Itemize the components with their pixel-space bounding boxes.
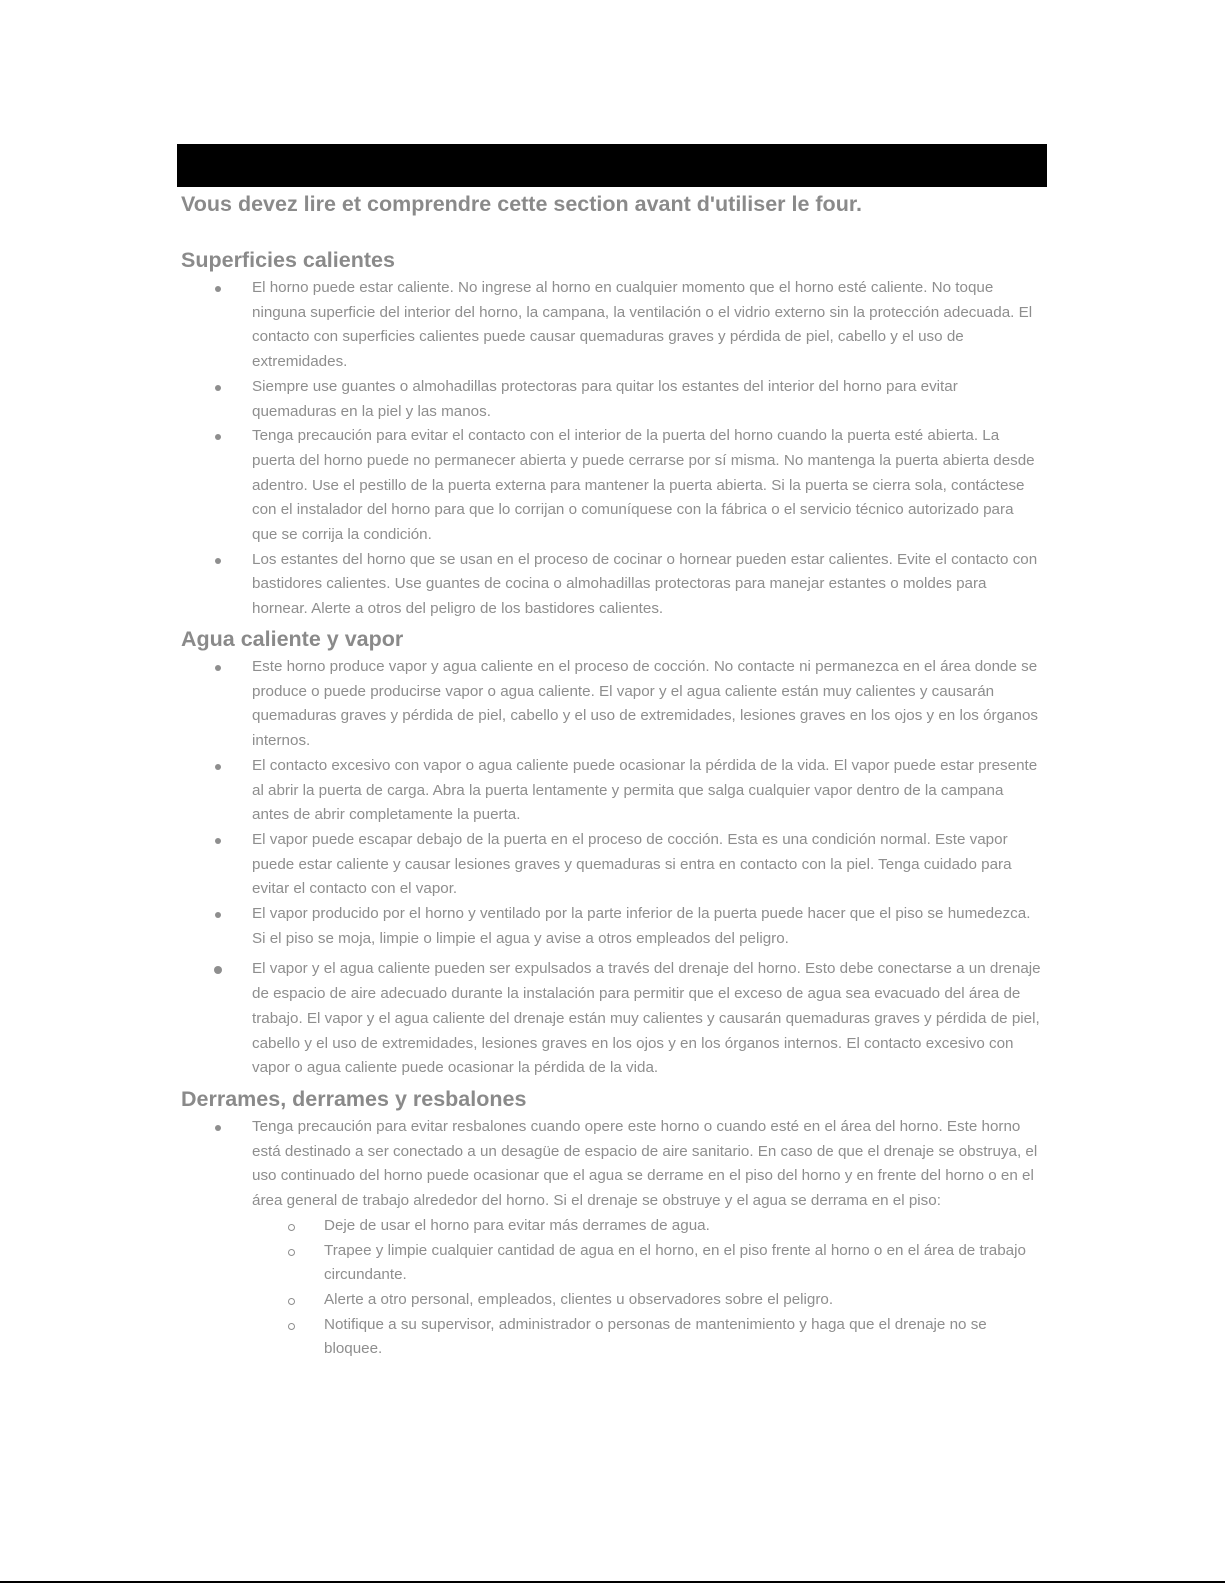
list-item-text: Tenga precaución para evitar el contacto con el interior de la puerta del horno cuando la puerta esté abierta. La puerta del horno puede no permanecer abierta y puede cerrarse por sí misma. No mantenga la puerta abierta desde adentro. Use el pestillo de la puerta externa para mantener la puerta abierta. Si la puerta se cierra sola, contáctese con el instalador del horno para que lo corrijan o comuníquese con la fábrica o el servicio técnico autorizado para que se corrija la condición.	[252, 427, 1035, 544]
hot-water-steam-list	[0, 655, 1225, 1081]
list-item-text: El horno puede estar caliente. No ingrese al horno en cualquier momento que el horno esté caliente. No toque ninguna superficie del interior del horno, la campana, la ventilación o el vidrio externo sin la protección adecuada. El contacto con superficies calientes puede causar quemaduras graves y pérdida de piel, cabello y el uso de extremidades.	[252, 279, 1033, 371]
page-bottom-border	[0, 1581, 1225, 1583]
list-item-text: El vapor y el agua caliente pueden ser expulsados a través del drenaje del horno. Esto debe conectarse a un drenaje de espacio de aire adecuado durante la instalación para permitir que el exceso de agua sea evacuado del área de trabajo. El vapor y el agua caliente del drenaje están muy calientes y causarán quemaduras graves y pérdida de piel, cabello y el uso de extremidades, lesiones graves en los ojos y en los órganos internos. El contacto excesivo con vapor o agua caliente puede ocasionar la pérdida de la vida.	[252, 960, 1041, 1077]
sub-list-item	[0, 1239, 1044, 1288]
bullet-icon	[215, 764, 221, 770]
section-heading-spills-slips: Derrames, derrames y resbalones	[181, 1087, 527, 1111]
bullet-icon	[215, 838, 221, 844]
bullet-icon	[215, 385, 221, 391]
sub-list-item	[0, 1313, 1044, 1362]
bullet-icon	[215, 286, 221, 292]
hollow-bullet-icon	[288, 1298, 295, 1305]
bullet-icon	[215, 558, 221, 564]
hollow-bullet-icon	[288, 1224, 295, 1231]
sub-list-item-text: Notifique a su supervisor, administrador o personas de mantenimiento y haga que el drenaje no se bloquee.	[324, 1315, 987, 1358]
sub-list-item	[0, 1288, 1044, 1313]
intro-text: Vous devez lire et comprendre cette section avant d'utiliser le four.	[181, 192, 862, 216]
list-item	[0, 276, 1042, 375]
redacted-title-bar	[177, 144, 1047, 187]
spill-steps-list	[252, 1214, 1042, 1362]
list-item-text: Siempre use guantes o almohadillas protectoras para quitar los estantes del interior del horno para evitar quemaduras en la piel y las manos.	[252, 377, 958, 420]
sub-list-item-text: Alerte a otro personal, empleados, clientes u observadores sobre el peligro.	[324, 1290, 834, 1308]
list-item-text: El vapor producido por el horno y ventilado por la parte inferior de la puerta puede hacer que el piso se humedezca. Si el piso se moja, limpie o limpie el agua y avise a otros empleados del peligro.	[252, 905, 1031, 947]
section-heading-hot-surfaces: Superficies calientes	[181, 248, 395, 272]
bullet-icon	[215, 1125, 221, 1131]
bullet-icon	[215, 434, 221, 440]
list-item-text: Tenga precaución para evitar resbalones cuando opere este horno o cuando esté en el área del horno. Este horno está destinado a ser conectado a un desagüe de espacio de aire sanitario. En caso de que el drenaje se obstruya, el uso continuado del horno puede ocasionar que el agua se derrame en el piso del horno y en frente del horno o en el área general de trabajo alrededor del horno. Si el drenaje se obstruye y el agua se derrama en el piso:	[252, 1118, 1038, 1210]
list-item	[0, 957, 1042, 1081]
list-item-text: Este horno produce vapor y agua caliente en el proceso de cocción. No contacte ni permanezca en el área donde se produce o puede producirse vapor o agua caliente. El vapor y el agua caliente están muy calientes y causarán quemaduras graves y pérdida de piel, cabello y el uso de extremidades, lesiones graves en los ojos y en los órganos internos.	[252, 658, 1038, 750]
list-item-text: Los estantes del horno que se usan en el proceso de cocinar o hornear pueden estar calientes. Evite el contacto con bastidores calientes. Use guantes de cocina o almohadillas protectoras para manejar estantes o moldes para hornear. Alerte a otros del peligro de los bastidores calientes.	[252, 550, 1038, 618]
hollow-bullet-icon	[288, 1249, 295, 1256]
hollow-bullet-icon	[288, 1323, 295, 1330]
list-item	[0, 424, 1042, 548]
list-item-text: El vapor puede escapar debajo de la puerta en el proceso de cocción. Esta es una condición normal. Este vapor puede estar caliente y causar lesiones graves y quemaduras si entra en contacto con la piel. Tenga cuidado para evitar el contacto con el vapor.	[252, 830, 1012, 898]
bullet-icon	[214, 966, 222, 974]
section-heading-hot-water-steam: Agua caliente y vapor	[181, 627, 404, 651]
bullet-icon	[215, 912, 221, 918]
list-item-text: El contacto excesivo con vapor o agua caliente puede ocasionar la pérdida de la vida. El vapor puede estar presente al abrir la puerta de carga. Abra la puerta lentamente y permita que salga cualquier vapor dentro de la campana antes de abrir completamente la puerta.	[252, 756, 1038, 824]
list-item	[0, 655, 1042, 754]
list-item	[0, 548, 1042, 622]
bullet-icon	[215, 665, 221, 671]
sub-list-item-text: Deje de usar el horno para evitar más derrames de agua.	[324, 1216, 710, 1234]
spills-slips-list	[0, 1115, 1225, 1362]
hot-surfaces-list	[0, 276, 1225, 622]
sub-list-item-text: Trapee y limpie cualquier cantidad de agua en el horno, en el piso frente al horno o en el área de trabajo circundante.	[324, 1241, 1026, 1284]
list-item	[0, 1115, 1042, 1362]
list-item	[0, 902, 1042, 951]
list-item	[0, 375, 1042, 424]
sub-list-item	[0, 1214, 1044, 1239]
list-item	[0, 754, 1042, 828]
list-item	[0, 828, 1042, 902]
